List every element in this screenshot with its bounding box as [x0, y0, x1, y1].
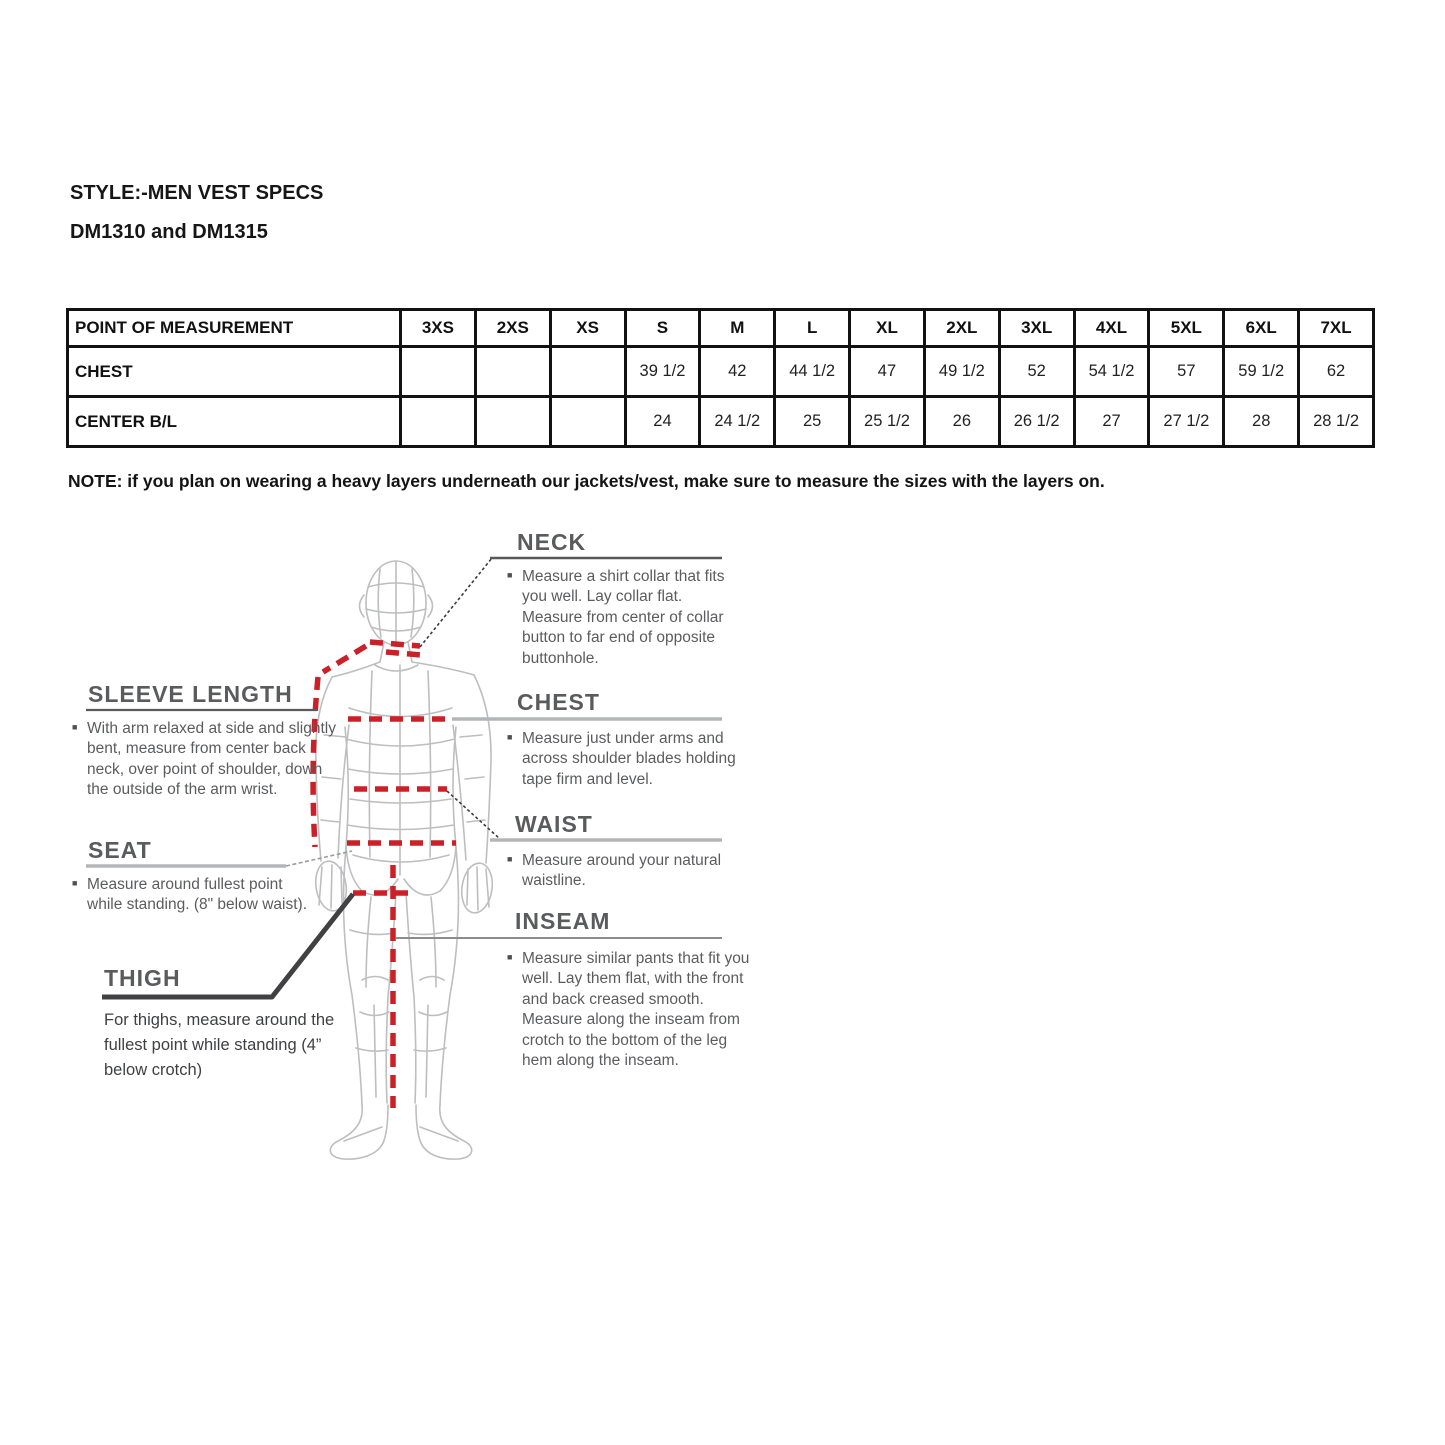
thigh-description: For thighs, measure around the fullest point while standing (4” below crotch) — [104, 1011, 335, 1079]
size-value-cell: 28 — [1224, 397, 1299, 447]
size-value-cell: 54 1/2 — [1074, 347, 1149, 397]
col-header-7xl: 7XL — [1299, 310, 1374, 347]
table-row — [68, 397, 1374, 447]
size-value-cell: 25 — [775, 397, 850, 447]
size-value-cell — [550, 347, 625, 397]
seat-label: SEAT — [88, 837, 152, 863]
size-value-cell: 39 1/2 — [625, 347, 700, 397]
col-header-5xl: 5XL — [1149, 310, 1224, 347]
bullet-square-icon: ■ — [507, 952, 513, 962]
neck-label: NECK — [517, 529, 587, 555]
size-value-cell: 47 — [850, 347, 925, 397]
bullet-square-icon: ■ — [72, 722, 78, 732]
size-value-cell: 27 — [1074, 397, 1149, 447]
thigh-label: THIGH — [104, 965, 181, 991]
size-value-cell: 27 1/2 — [1149, 397, 1224, 447]
col-header-2xs: 2XS — [475, 310, 550, 347]
size-value-cell: 28 1/2 — [1299, 397, 1374, 447]
measurement-diagram — [0, 525, 1445, 1215]
bullet-square-icon: ■ — [507, 854, 513, 864]
bullet-square-icon: ■ — [72, 878, 78, 888]
size-value-cell: 24 — [625, 397, 700, 447]
sleeve-length-description: ■ With arm relaxed at side and slightly bent, measure from center back neck, over point of shoulder, down the outside of the arm wrist. — [72, 720, 336, 799]
size-value-cell: 26 1/2 — [999, 397, 1074, 447]
col-header-xl: XL — [850, 310, 925, 347]
col-header-3xl: 3XL — [999, 310, 1074, 347]
row-label: CHEST — [68, 347, 401, 397]
col-header-3xs: 3XS — [401, 310, 476, 347]
col-header-6xl: 6XL — [1224, 310, 1299, 347]
chest-label: CHEST — [517, 689, 600, 715]
size-value-cell: 49 1/2 — [924, 347, 999, 397]
bullet-square-icon: ■ — [507, 732, 513, 742]
size-value-cell: 24 1/2 — [700, 397, 775, 447]
col-header-m: M — [700, 310, 775, 347]
size-chart-table — [66, 308, 1375, 448]
seat-description: ■ Measure around fullest point while standing. (8" below waist). — [72, 876, 308, 914]
size-value-cell — [475, 397, 550, 447]
size-value-cell — [401, 347, 476, 397]
measurement-note: NOTE: if you plan on wearing a heavy layers underneath our jackets/vest, make sure to measure the sizes with the layers on. — [68, 471, 1105, 491]
col-header-l: L — [775, 310, 850, 347]
size-value-cell: 59 1/2 — [1224, 347, 1299, 397]
doc-subtitle: DM1310 and DM1315 — [70, 221, 268, 243]
size-value-cell: 26 — [924, 397, 999, 447]
neck-measure-line-2 — [386, 652, 421, 655]
inseam-label: INSEAM — [515, 908, 611, 934]
size-table-header-row — [68, 310, 1374, 347]
size-value-cell — [401, 397, 476, 447]
size-value-cell — [550, 397, 625, 447]
waist-label: WAIST — [515, 811, 593, 837]
neck-description: ■ Measure a shirt collar that fits you well. Lay collar flat. Measure from center of collar button to far end of opposite buttonhole. — [507, 568, 725, 667]
row-label: CENTER B/L — [68, 397, 401, 447]
doc-title: STYLE:-MEN VEST SPECS — [70, 182, 324, 204]
size-value-cell: 52 — [999, 347, 1074, 397]
size-value-cell — [475, 347, 550, 397]
size-value-cell: 44 1/2 — [775, 347, 850, 397]
bullet-square-icon: ■ — [507, 570, 513, 580]
neck-measure-line — [370, 642, 420, 646]
size-value-cell: 57 — [1149, 347, 1224, 397]
inseam-description: ■ Measure similar pants that fit you well. Lay them flat, with the front and back creased smooth. Measure along the inseam from crotch to the bottom of the leg hem along the inseam. — [507, 950, 750, 1070]
col-header-4xl: 4XL — [1074, 310, 1149, 347]
size-value-cell: 62 — [1299, 347, 1374, 397]
neck-pointer-line — [420, 558, 492, 647]
sleeve-length-label: SLEEVE LENGTH — [88, 681, 293, 707]
col-header-2xl: 2XL — [924, 310, 999, 347]
size-value-cell: 42 — [700, 347, 775, 397]
col-header-xs: XS — [550, 310, 625, 347]
waist-description: ■ Measure around your natural waistline. — [507, 852, 722, 890]
col-header-point-of-measurement: POINT OF MEASUREMENT — [68, 310, 401, 347]
size-value-cell: 25 1/2 — [850, 397, 925, 447]
col-header-s: S — [625, 310, 700, 347]
chest-description: ■ Measure just under arms and across shoulder blades holding tape firm and level. — [507, 730, 736, 788]
table-row — [68, 347, 1374, 397]
seat-pointer-line — [286, 851, 352, 866]
